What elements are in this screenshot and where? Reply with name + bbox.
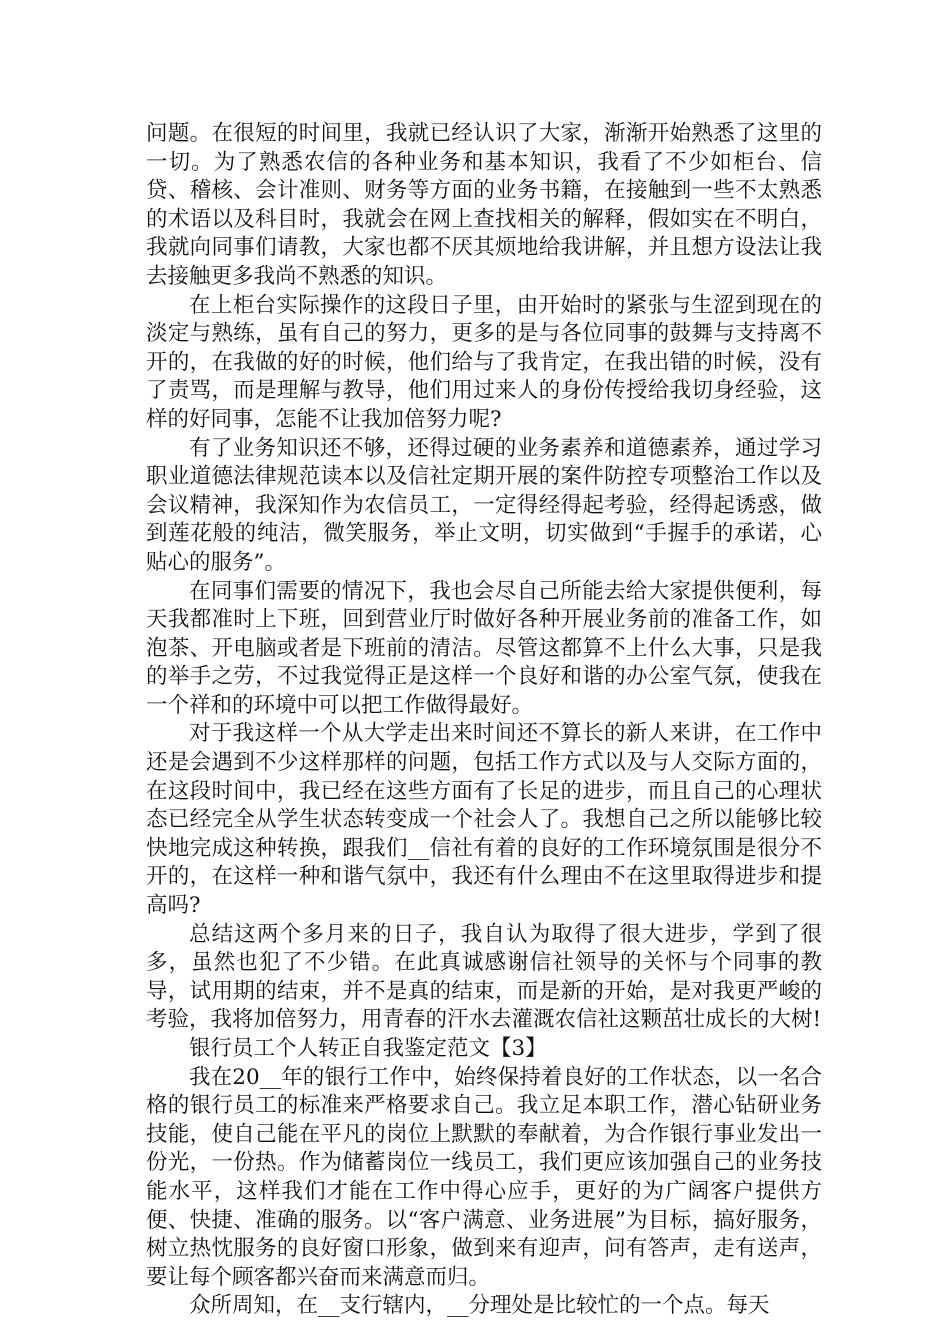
paragraph-continuation: 问题。在很短的时间里，我就已经认识了大家，渐渐开始熟悉了这里的一切。为了熟悉农信的各种业务和基本知识，我看了不少如柜台、信贷、稽核、会计准则、财务等方面的业务书籍，在接触到一些不太熟悉的术语以及科目时，我就会在网上查找相关的解释，假如实在不明白，我就向同事们请教，大家也都不厌其烦地给我讲解，并且想方设法让我去接触更多我尚不熟悉的知识。 xyxy=(146,121,822,289)
paragraph-counter-practice: 在上柜台实际操作的这段日子里，由开始时的紧张与生涩到现在的淡定与熟练，虽有自己的努力，更多的是与各位同事的鼓舞与支持离不开的，在我做的好的时候，他们给与了我肯定，在我出错的时候，没有了责骂，而是理解与教导，他们用过来人的身份传授给我切身经验，这样的好同事，怎能不让我加倍努力呢? xyxy=(146,292,822,432)
paragraph-summary: 总结这两个多月来的日子，我自认为取得了很大进步，学到了很多，虽然也犯了不少错。在此真诚感谢信社领导的关怀与个同事的教导，试用期的结束，并不是真的结束，而是新的开始，是对我更严峻的考验，我将加倍努力，用青春的汗水去灌溉农信社这颗茁壮成长的大树! xyxy=(146,921,822,1033)
paragraph-professional-ethics: 有了业务知识还不够，还得过硬的业务素养和道德素养，通过学习职业道德法律规范读本以及信社定期开展的案件防控专项整治工作以及会议精神，我深知作为农信员工，一定得经得起考验，经得起诱惑，做到莲花般的纯洁，微笑服务，举止文明，切实做到“手握手的承诺，心贴心的服务”。 xyxy=(146,435,822,575)
paragraph-section-continued: 众所周知，在__支行辖内，__分理处是比较忙的一个点。每天 xyxy=(189,1293,770,1319)
section-heading: 银行员工个人转正自我鉴定范文【3】 xyxy=(189,1036,547,1061)
paragraph-new-employee-growth: 对于我这样一个从大学走出来时间还不算长的新人来讲，在工作中还是会遇到不少这样那样的问题，包括工作方式以及与人交际方面的，在这段时间中，我已经在这些方面有了长足的进步，而且自己的心理状态已经完全从学生状态转变成一个社会人了。我想自己之所以能够比较快地完成这种转换，跟我们__信社有着的良好的工作环境氛围是很分不开的，在这样一种和谐气氛中，我还有什么理由不在这里取得进步和提高吗? xyxy=(146,721,822,919)
paragraph-helping-colleagues: 在同事们需要的情况下，我也会尽自己所能去给大家提供便利，每天我都准时上下班，回到营业厅时做好各种开展业务前的准备工作，如泡茶、开电脑或者是下班前的清洁。尽管这都算不上什么大事，只是我的举手之劳，不过我觉得正是这样一个良好和谐的办公室气氛，使我在一个祥和的环境中可以把工作做得最好。 xyxy=(146,578,822,718)
paragraph-section-intro: 我在20__年的银行工作中，始终保持着良好的工作状态，以一名合格的银行员工的标准来严格要求自己。我立足本职工作，潜心钻研业务技能，使自己能在平凡的岗位上默默的奉献着，为合作银行事业发出一份光，一份热。作为储蓄岗位一线员工，我们更应该加强自己的业务技能水平，这样我们才能在工作中得心应手，更好的为广阔客户提供方便、快捷、准确的服务。以“客户满意、业务进展”为目标，搞好服务，树立热忱服务的良好窗口形象，做到来有迎声，问有答声，走有送声，要让每个顾客都兴奋而来满意而归。 xyxy=(146,1064,822,1290)
document-page xyxy=(146,120,822,1321)
